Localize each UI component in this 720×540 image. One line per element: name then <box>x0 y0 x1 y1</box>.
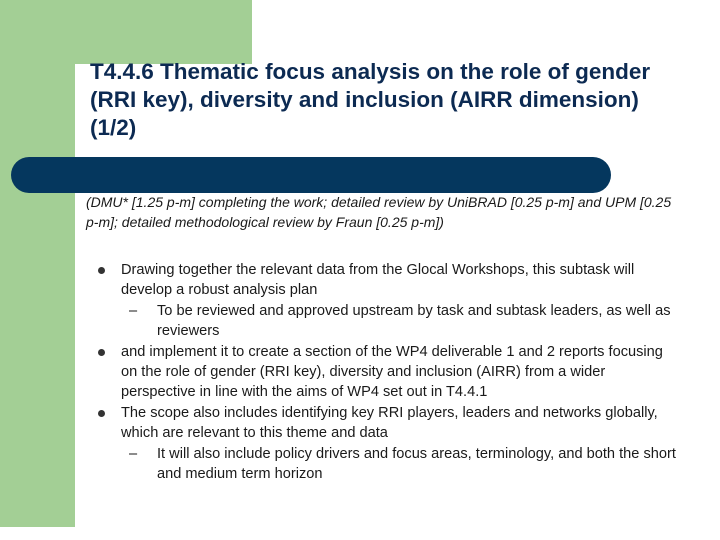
bullet-text: The scope also includes identifying key RRI players, leaders and networks globally, which are relevant to this theme and data <box>121 404 658 442</box>
sub-bullet-list <box>121 444 680 485</box>
dash-icon: – <box>129 302 138 319</box>
sub-bullet-text: To be reviewed and approved upstream by task and subtask leaders, as well as reviewers <box>157 302 671 340</box>
bullet-item <box>90 260 680 342</box>
bullet-item <box>90 342 680 403</box>
bullet-text: and implement it to create a section of the WP4 deliverable 1 and 2 reports focusing on the role of gender (RRI key), diversity and inclusion (AIRR) from a wider perspective in line with the aims of WP4 set out in T4.4.1 <box>121 343 663 401</box>
sub-bullet-text: It will also include policy drivers and focus areas, terminology, and both the short and medium term horizon <box>157 445 676 483</box>
bullet-dot-icon <box>98 410 105 417</box>
left-decorative-band <box>0 0 75 527</box>
dash-icon: – <box>129 445 138 462</box>
bullet-dot-icon <box>98 349 105 356</box>
accent-bar <box>11 157 611 193</box>
slide-subtitle: (DMU* [1.25 p-m] completing the work; detailed review by UniBRAD [0.25 p-m] and UPM [0.25 p-m]; detailed methodological review by Fraun [0.25 p-m]) <box>86 194 672 230</box>
bullet-text: Drawing together the relevant data from the Glocal Workshops, this subtask will develop a robust analysis plan <box>121 262 635 299</box>
slide-title: T4.4.6 Thematic focus analysis on the role of gender (RRI key), diversity and inclusion (AIRR dimension) (1/2) <box>90 59 651 140</box>
sub-bullet-item <box>121 444 680 485</box>
bullet-item <box>90 403 680 485</box>
bullet-dot-icon <box>98 267 105 274</box>
top-decorative-band <box>75 0 252 64</box>
bullet-list <box>90 260 680 484</box>
sub-bullet-item <box>121 301 680 342</box>
sub-bullet-list <box>121 301 680 342</box>
